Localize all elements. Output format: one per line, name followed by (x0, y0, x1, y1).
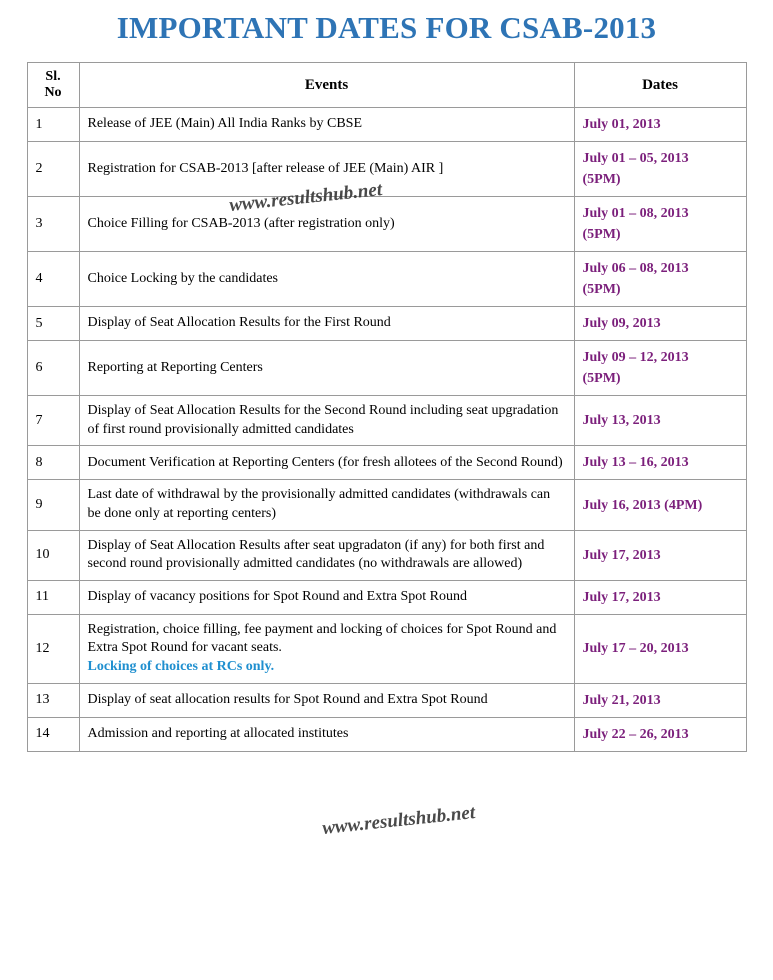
row-date (574, 446, 746, 480)
row-date-line1: July 06 – 08, 2013 (582, 261, 689, 277)
table-row (27, 717, 746, 751)
row-serial-number: 4 (27, 252, 79, 307)
row-event (79, 108, 574, 142)
row-event-note: Locking of choices at RCs only. (87, 659, 275, 675)
column-header-sl-no-line2: No (44, 85, 62, 101)
table-row (27, 307, 746, 341)
document-page (0, 10, 773, 980)
watermark-bottom: www.resultshub.net (321, 802, 477, 839)
row-date-line1: July 13, 2013 (582, 413, 661, 429)
row-event-text: Display of vacancy positions for Spot Round and Extra Spot Round (87, 589, 468, 605)
row-date-line2: (5PM) (582, 172, 621, 188)
row-event-text: Reporting at Reporting Centers (87, 359, 263, 375)
row-date (574, 341, 746, 396)
table-row (27, 197, 746, 252)
row-date-line1: July 01, 2013 (582, 117, 661, 133)
row-date (574, 580, 746, 614)
row-serial-number: 11 (27, 580, 79, 614)
row-date (574, 197, 746, 252)
row-event-text: Registration, choice filling, fee payment and locking of choices for Spot Round and Extra Spot Round for vacant seats. (87, 621, 557, 656)
row-date (574, 717, 746, 751)
row-date (574, 614, 746, 683)
table-row (27, 108, 746, 142)
row-serial-number: 6 (27, 341, 79, 396)
column-header-dates: Dates (574, 63, 746, 108)
row-event-text: Display of Seat Allocation Results for the First Round (87, 315, 391, 331)
row-event (79, 197, 574, 252)
page-title: IMPORTANT DATES FOR CSAB-2013 (116, 10, 657, 45)
row-event-text: Choice Locking by the candidates (87, 270, 278, 286)
row-event (79, 530, 574, 580)
row-serial-number: 14 (27, 717, 79, 751)
row-date (574, 142, 746, 197)
row-date (574, 530, 746, 580)
row-serial-number: 2 (27, 142, 79, 197)
row-serial-number: 9 (27, 480, 79, 530)
table-row (27, 252, 746, 307)
row-date-line2: (5PM) (582, 371, 621, 387)
table-header (27, 63, 746, 108)
row-date-line1: July 21, 2013 (582, 692, 661, 708)
row-date-line2: (5PM) (582, 227, 621, 243)
row-date (574, 480, 746, 530)
row-date-line1: July 09 – 12, 2013 (582, 350, 689, 366)
table-row (27, 446, 746, 480)
row-event (79, 142, 574, 197)
row-event (79, 252, 574, 307)
table-row (27, 683, 746, 717)
row-event (79, 341, 574, 396)
row-event-text: Document Verification at Reporting Centers (for fresh allotees of the Second Round) (87, 454, 563, 470)
row-serial-number: 1 (27, 108, 79, 142)
row-event-text: Release of JEE (Main) All India Ranks by CBSE (87, 116, 363, 132)
row-event (79, 580, 574, 614)
row-event (79, 396, 574, 446)
watermark-top: www.resultshub.net (228, 179, 384, 216)
row-event-text: Registration for CSAB-2013 [after release of JEE (Main) AIR ] (87, 160, 444, 176)
row-serial-number: 12 (27, 614, 79, 683)
row-date-line1: July 17 – 20, 2013 (582, 641, 689, 657)
table-row (27, 341, 746, 396)
row-event-text: Display of seat allocation results for Spot Round and Extra Spot Round (87, 691, 488, 707)
row-date-line1: July 01 – 05, 2013 (582, 151, 689, 167)
column-header-sl-no-line1: Sl. (45, 69, 61, 84)
row-serial-number: 13 (27, 683, 79, 717)
row-event (79, 480, 574, 530)
row-event-text: Display of Seat Allocation Results for the Second Round including seat upgradation of first round provisionally admitted candidates (87, 403, 559, 437)
row-date-line1: July 09, 2013 (582, 316, 661, 332)
row-event (79, 446, 574, 480)
table-row (27, 396, 746, 446)
row-event (79, 614, 574, 683)
row-event-text: Last date of withdrawal by the provisionally admitted candidates (withdrawals can be done only at reporting centers) (87, 487, 551, 522)
table-body (27, 108, 746, 751)
row-event (79, 307, 574, 341)
row-serial-number: 8 (27, 446, 79, 480)
row-date-line1: July 16, 2013 (4PM) (582, 497, 703, 513)
row-serial-number: 7 (27, 396, 79, 446)
row-date (574, 252, 746, 307)
row-date-line1: July 01 – 08, 2013 (582, 206, 689, 222)
column-header-events: Events (79, 63, 574, 108)
row-date-line1: July 13 – 16, 2013 (582, 455, 689, 471)
row-date (574, 307, 746, 341)
row-serial-number: 3 (27, 197, 79, 252)
table-row (27, 614, 746, 683)
row-event (79, 683, 574, 717)
row-event-text: Display of Seat Allocation Results after seat upgradaton (if any) for both first and second round provisionally admitted candidates (no withdrawals are allowed) (87, 537, 545, 572)
row-event-text: Admission and reporting at allocated institutes (87, 725, 349, 741)
table-row (27, 480, 746, 530)
row-date-line2: (5PM) (582, 282, 621, 298)
row-event-text: Choice Filling for CSAB-2013 (after registration only) (87, 215, 395, 231)
row-serial-number: 5 (27, 307, 79, 341)
row-date (574, 396, 746, 446)
table-row (27, 530, 746, 580)
table-row (27, 142, 746, 197)
table-header-row (27, 63, 746, 108)
row-event (79, 717, 574, 751)
row-date-line1: July 17, 2013 (582, 589, 661, 605)
row-date-line1: July 17, 2013 (582, 547, 661, 563)
row-date (574, 683, 746, 717)
row-date (574, 108, 746, 142)
important-dates-table (27, 62, 747, 752)
row-date-line1: July 22 – 26, 2013 (582, 726, 689, 742)
column-header-sl-no (27, 63, 79, 108)
table-row (27, 580, 746, 614)
row-serial-number: 10 (27, 530, 79, 580)
